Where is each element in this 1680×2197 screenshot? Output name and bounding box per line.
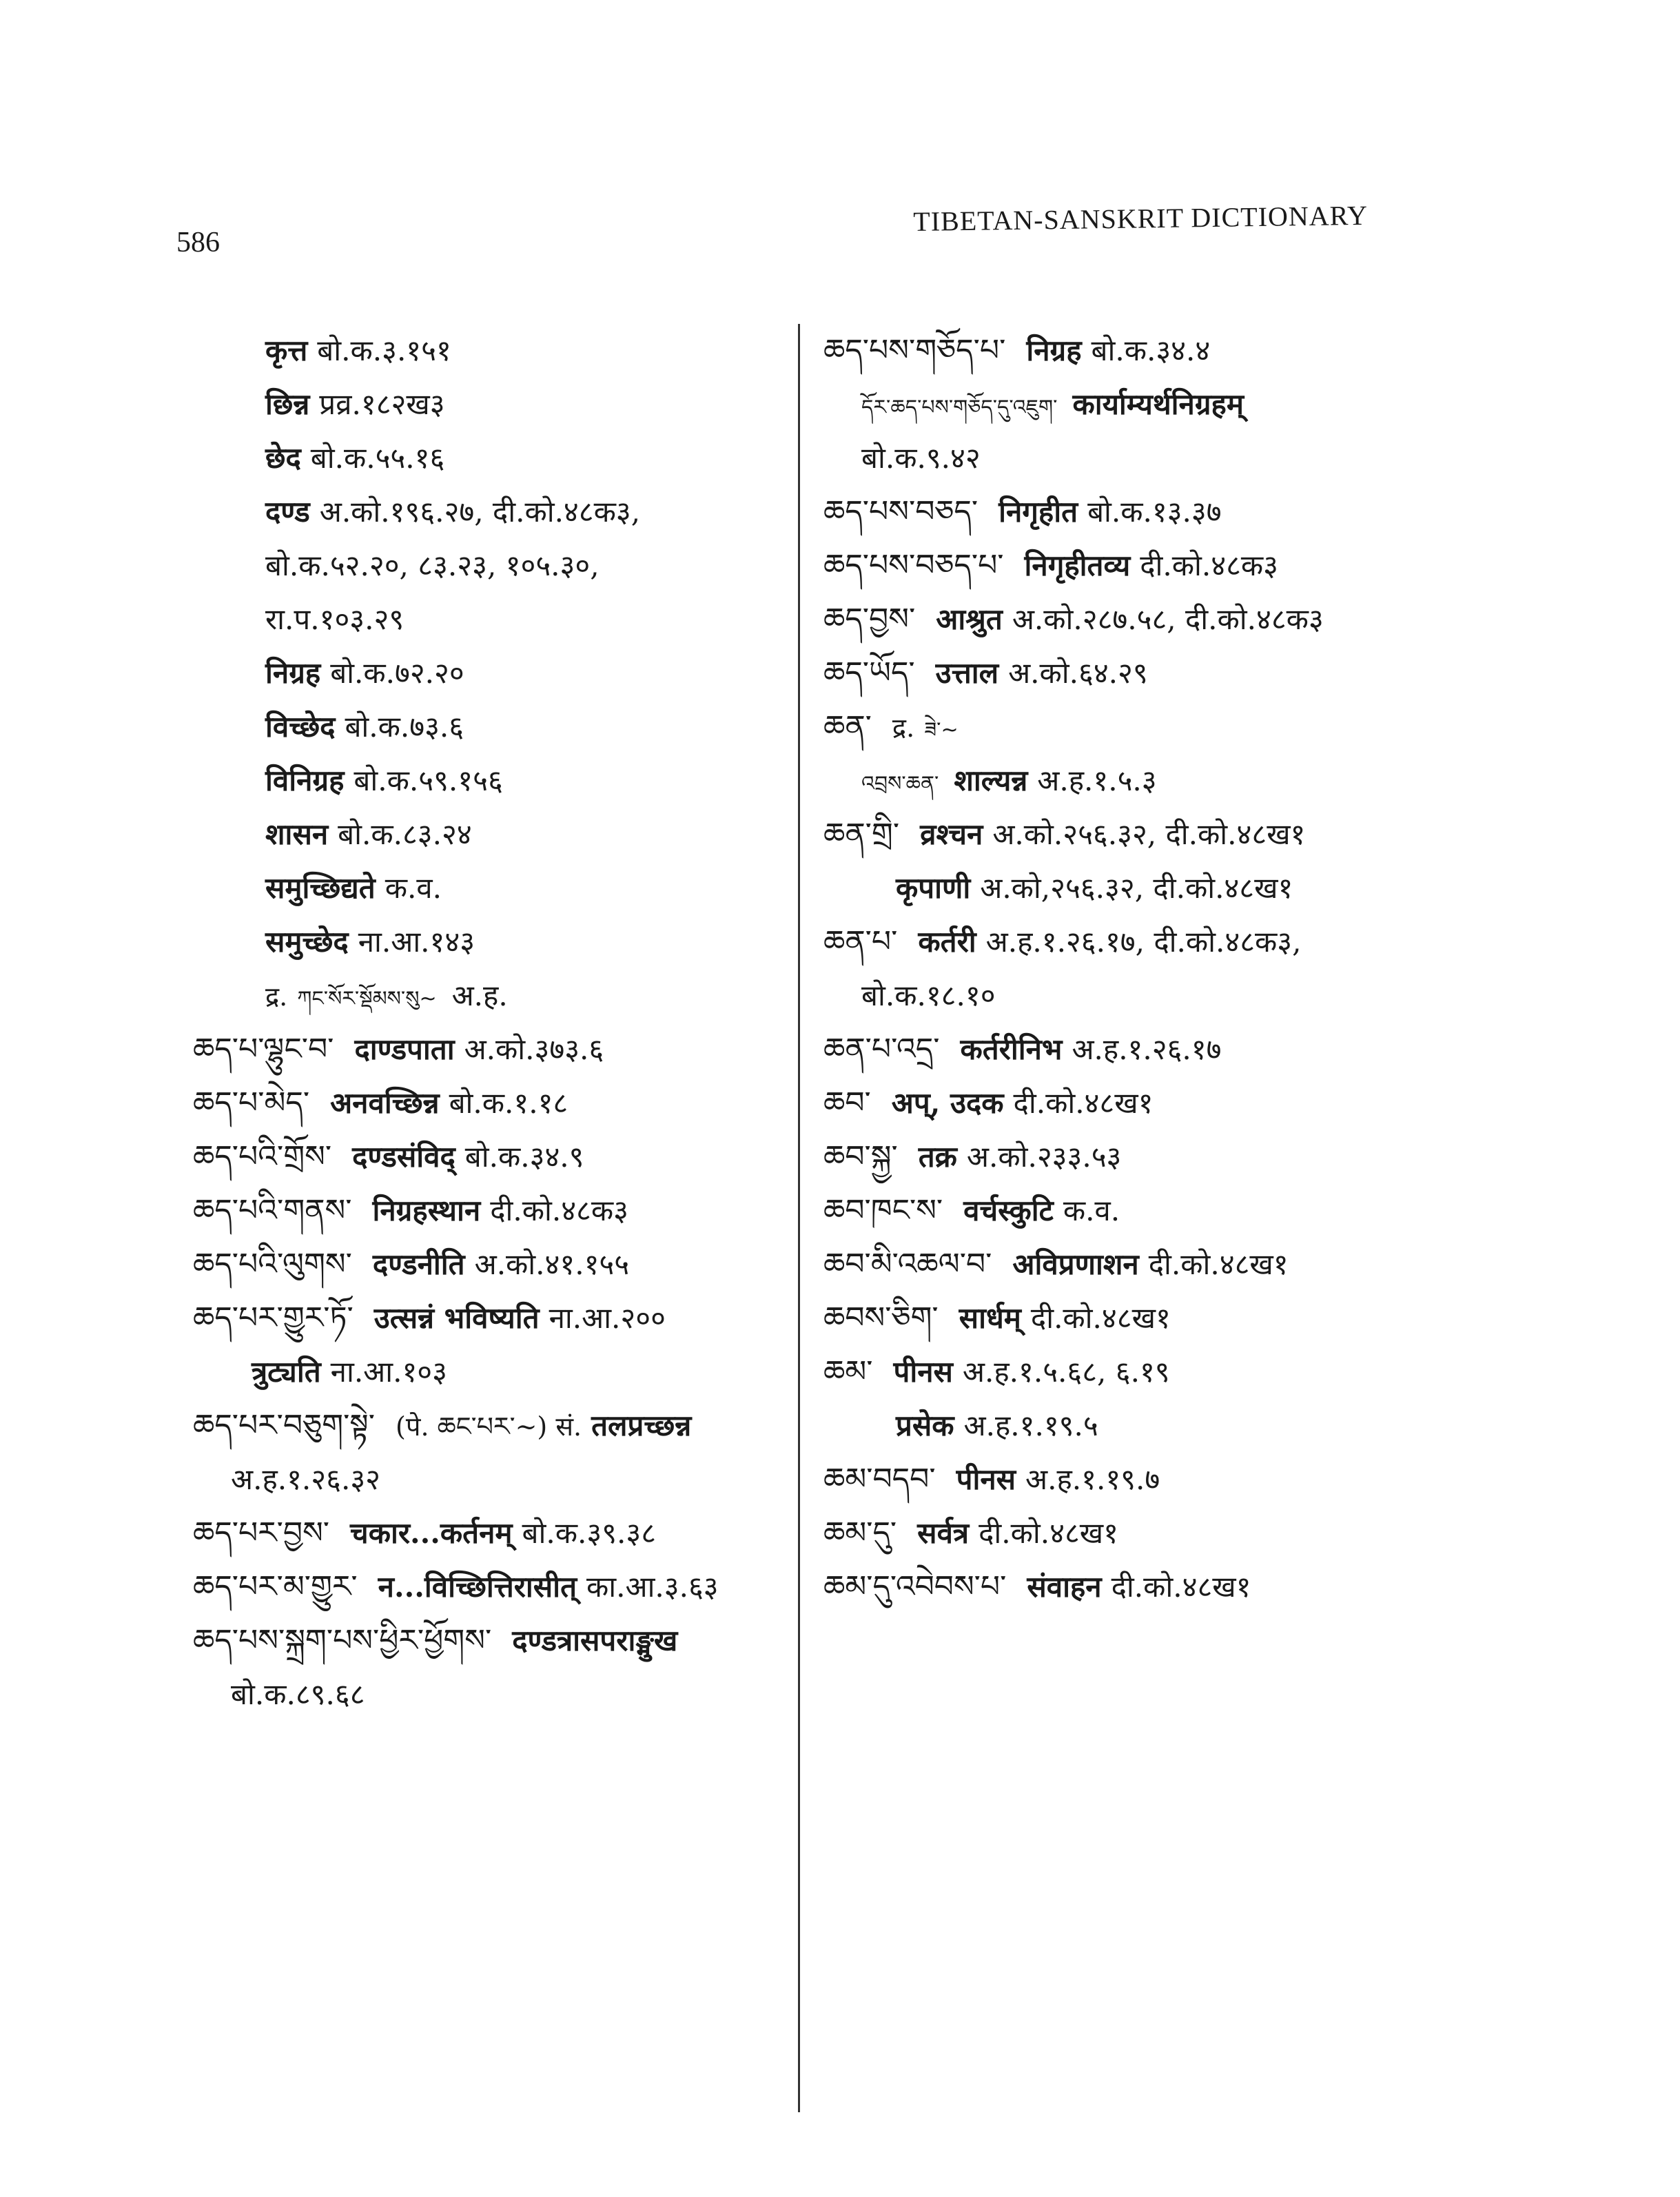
tibetan-phrase: འབྲས་ཆན་ <box>861 772 939 796</box>
tibetan-headword: ཆམ་དུ་ <box>823 1515 897 1551</box>
tibetan-phrase: ཟེ་~ <box>924 718 959 742</box>
dictionary-entry-line <box>823 915 1526 969</box>
sanskrit-equivalent: दण्ड <box>265 495 310 529</box>
dictionary-entry-line <box>823 1345 1526 1399</box>
source-reference: बो.क.१३.३७ <box>1087 495 1222 529</box>
source-reference: क.व. <box>385 871 442 905</box>
dictionary-entry-line <box>193 431 786 485</box>
dictionary-entry-line <box>193 1506 786 1560</box>
sanskrit-equivalent: दण्डनीति <box>372 1247 465 1281</box>
dictionary-entry-line <box>823 808 1526 861</box>
source-reference: दी.को.४८ख१ <box>1148 1247 1289 1281</box>
sanskrit-equivalent: व्रश्चन <box>920 817 983 851</box>
right-column <box>823 324 1526 1614</box>
source-reference: बो.क.५९.१५६ <box>354 764 503 797</box>
cross-reference-note: द्र. <box>265 981 288 1012</box>
tibetan-phrase: ཀང་སོར་སྡོམས་སུ~ <box>297 987 437 1011</box>
cross-reference-note: द्र. <box>892 713 915 743</box>
source-reference: अ.ह.१.५.३ <box>1037 764 1157 797</box>
sanskrit-equivalent: तलप्रच्छन्न <box>591 1409 692 1442</box>
dictionary-entry-line <box>193 378 786 431</box>
source-reference: अ.ह.१.२६.१७, दी.को.४८क३, <box>985 925 1302 959</box>
dictionary-entry-line <box>193 539 786 593</box>
dictionary-entry-line <box>193 324 786 378</box>
dictionary-entry-line <box>193 593 786 646</box>
dictionary-entry-line <box>193 1130 786 1184</box>
source-reference: दी.को.४८ख१ <box>1030 1301 1171 1335</box>
sanskrit-equivalent: अविप्रणाशन <box>1012 1247 1139 1281</box>
sanskrit-equivalent: तक्र <box>918 1140 957 1174</box>
sanskrit-equivalent: अनवच्छिन्न <box>330 1086 440 1120</box>
sanskrit-equivalent: विनिग्रह <box>265 764 345 797</box>
source-reference: अ.को.२५६.३२, दी.को.४८ख१ <box>992 817 1306 851</box>
dictionary-entry-line <box>193 485 786 539</box>
tibetan-headword: ཆད་པར་བཅུག་སྟེ་ <box>193 1408 376 1443</box>
dictionary-entry-line <box>823 485 1526 539</box>
dictionary-entry-line <box>823 1076 1526 1130</box>
dictionary-entry-line <box>193 969 786 1023</box>
dictionary-entry-line <box>193 700 786 754</box>
source-reference: अ.ह.१.२६.१७ <box>1072 1032 1222 1066</box>
source-reference: क.व. <box>1063 1194 1120 1227</box>
source-reference: बो.क.५५.१६ <box>310 441 445 475</box>
dictionary-entry-line <box>193 1345 786 1399</box>
tibetan-headword: ཆབས་ཅིག་ <box>823 1300 939 1336</box>
dictionary-entry-line <box>823 1184 1526 1238</box>
tibetan-headword: ཆད་ཡོད་ <box>823 655 915 691</box>
sanskrit-equivalent: निग्रह <box>265 656 321 690</box>
source-reference: अ.को,२५६.३२, दी.को.४८ख१ <box>980 871 1293 905</box>
sanskrit-equivalent: दण्डसंविद् <box>352 1140 455 1174</box>
sanskrit-equivalent: शाल्यन्न <box>954 764 1028 797</box>
source-reference: दी.को.४८ख१ <box>979 1516 1119 1550</box>
tibetan-headword: ཆན་པ་ <box>823 924 898 959</box>
source-reference: ना.आ.२०० <box>549 1301 666 1335</box>
source-reference: अ.ह. <box>451 979 508 1012</box>
source-reference: बो.क.५२.२०, ८३.२३, १०५.३०, <box>265 549 600 582</box>
sanskrit-equivalent: सार्धम् <box>959 1301 1021 1335</box>
source-reference: बो.क.८९.६८ <box>231 1677 365 1711</box>
sanskrit-equivalent: पीनस <box>956 1462 1016 1496</box>
dictionary-entry-line <box>823 969 1526 1023</box>
source-reference: अ.को.२८७.५८, दी.को.४८क३ <box>1012 602 1324 636</box>
tibetan-headword: ཆད་པར་གྱུར་ཏོ་ <box>193 1300 354 1336</box>
dictionary-entry-line <box>193 1291 786 1345</box>
tibetan-headword: ཆབ་མི་འཆལ་བ་ <box>823 1247 992 1282</box>
source-reference: अ.ह.१.१९.५ <box>963 1409 1098 1442</box>
dictionary-entry-line <box>823 1238 1526 1291</box>
dictionary-entry-line <box>193 1614 786 1668</box>
source-reference: रा.प.१०३.२९ <box>265 602 404 636</box>
source-reference: बो.क.३९.३८ <box>522 1516 657 1550</box>
tibetan-headword: ཆད་པར་མ་གྱུར་ <box>193 1569 358 1604</box>
source-reference: बो.क.३४.९ <box>464 1140 584 1174</box>
tibetan-headword: ཆམ་ <box>823 1354 873 1389</box>
sanskrit-equivalent: शासन <box>265 817 329 851</box>
source-reference: दी.को.४८ख१ <box>1111 1570 1251 1604</box>
dictionary-entry-line <box>193 1076 786 1130</box>
tibetan-headword: ཆམ་བདབ་ <box>823 1462 936 1497</box>
dictionary-entry-line <box>823 1399 1526 1453</box>
source-reference: अ.को.४१.१५५ <box>474 1247 630 1281</box>
sanskrit-equivalent: उत्सन्नं भविष्यति <box>373 1301 540 1335</box>
tibetan-headword: ཆད་པའི་གནས་ <box>193 1193 352 1228</box>
source-reference: बो.क.७३.६ <box>345 710 464 744</box>
dictionary-entry-line <box>193 1238 786 1291</box>
sanskrit-equivalent: छिन्न <box>265 387 310 421</box>
sanskrit-equivalent: वर्चस्कुटि <box>963 1194 1054 1227</box>
tibetan-headword: ཆད་པ་ལྷུང་བ་ <box>193 1032 334 1067</box>
sanskrit-equivalent: उत्ताल <box>935 656 999 690</box>
tibetan-headword: ཆད་པར་བྱས་ <box>193 1515 330 1551</box>
source-reference: ना.आ.१०३ <box>330 1355 447 1389</box>
dictionary-entry-line <box>823 539 1526 593</box>
source-reference: बो.क.८३.२४ <box>338 817 472 851</box>
source-reference: बो.क.१.१८ <box>449 1086 568 1120</box>
dictionary-entry-line <box>823 1560 1526 1614</box>
sanskrit-equivalent: चकार...कर्तनम् <box>350 1516 513 1550</box>
sanskrit-equivalent: विच्छेद <box>265 710 336 744</box>
dictionary-entry-line <box>823 754 1526 808</box>
tibetan-headword: ཆད་པ་མེད་ <box>193 1085 310 1121</box>
sanskrit-equivalent: पीनस <box>893 1355 953 1389</box>
sanskrit-equivalent: कार्याम्यर्थनिग्रहम् <box>1072 387 1244 421</box>
source-reference: बो.क.३४.४ <box>1091 334 1211 367</box>
dictionary-entry-line <box>193 646 786 700</box>
source-reference: अ.को.२३३.५३ <box>966 1140 1122 1174</box>
tibetan-headword: ཆབ་སྐྱ་ <box>823 1139 898 1174</box>
dictionary-entry-line <box>823 378 1526 431</box>
dictionary-entry-line <box>823 324 1526 378</box>
dictionary-entry-line <box>823 593 1526 646</box>
source-reference: दी.को.४८क३ <box>1140 549 1279 582</box>
sanskrit-equivalent: छेद <box>265 441 301 475</box>
dictionary-entry-line <box>823 646 1526 700</box>
tibetan-headword: ཆད་པས་སྐྲག་པས་ཕྱིར་ཕྱོགས་ <box>193 1623 492 1658</box>
source-reference: प्रव्र.१८२ख३ <box>319 387 445 421</box>
sanskrit-equivalent: अप्, उदक <box>891 1086 1004 1120</box>
source-reference: ना.आ.१४३ <box>358 925 475 959</box>
sanskrit-equivalent: कर्तरी <box>918 925 976 959</box>
tibetan-headword: ཆད་པའི་གྲོས་ <box>193 1139 332 1174</box>
sanskrit-equivalent: कृत्त <box>265 334 308 367</box>
source-reference: बो.क.३.१५१ <box>317 334 451 367</box>
sanskrit-equivalent: कृपाणी <box>896 871 971 905</box>
sanskrit-equivalent: आश्रुत <box>936 602 1003 636</box>
dictionary-entry-line <box>193 861 786 915</box>
sanskrit-equivalent: समुच्छेद <box>265 925 349 959</box>
tibetan-headword: ཆབ་ཁང་ས་ <box>823 1193 943 1228</box>
dictionary-entry-line <box>823 1506 1526 1560</box>
source-reference: अ.ह.१.५.६८, ६.१९ <box>962 1355 1170 1389</box>
dictionary-entry-line <box>193 1453 786 1506</box>
dictionary-entry-line <box>193 1668 786 1721</box>
dictionary-entry-line <box>823 700 1526 754</box>
dictionary-entry-line <box>823 1130 1526 1184</box>
tibetan-headword: ཆད་པས་བཅད་ <box>823 494 979 529</box>
source-reference: दी.को.४८ख१ <box>1013 1086 1154 1120</box>
sanskrit-equivalent: दण्डत्रासपराङ्मुख <box>512 1624 678 1657</box>
sanskrit-equivalent: निगृहीत <box>998 495 1078 529</box>
dictionary-entry-line <box>193 1184 786 1238</box>
sanskrit-equivalent: समुच्छिद्यते <box>265 871 376 905</box>
tibetan-headword: ཆད་པའི་ལུགས་ <box>193 1247 352 1282</box>
sanskrit-equivalent: निग्रहस्थान <box>372 1194 481 1227</box>
dictionary-entry-line <box>193 1399 786 1453</box>
sanskrit-equivalent: त्रुट्यति <box>252 1355 321 1389</box>
page-number: 586 <box>176 227 220 258</box>
source-reference: अ.को.३७३.६ <box>464 1032 604 1066</box>
tibetan-headword: ཆན་པ་འདྲ་ <box>823 1032 940 1067</box>
source-reference: दी.को.४८क३ <box>490 1194 628 1227</box>
tibetan-headword: ཆབ་ <box>823 1085 871 1121</box>
dictionary-entry-line <box>193 754 786 808</box>
sanskrit-equivalent: संवाहन <box>1027 1570 1102 1604</box>
left-column <box>193 324 786 1721</box>
source-reference: अ.ह.१.२६.३२ <box>231 1462 380 1496</box>
source-reference: बो.क.९.४२ <box>861 441 981 475</box>
dictionary-entry-line <box>823 1291 1526 1345</box>
sanskrit-equivalent: न...विच्छित्तिरासीत् <box>378 1570 577 1604</box>
column-divider <box>798 324 800 2112</box>
sanskrit-equivalent: प्रसेक <box>896 1409 954 1442</box>
source-reference: का.आ.३.६३ <box>586 1570 719 1604</box>
dictionary-entry-line <box>823 1023 1526 1076</box>
tibetan-headword: ཆད་བྱས་ <box>823 602 916 637</box>
dictionary-entry-line <box>823 431 1526 485</box>
source-reference: अ.को.६४.२९ <box>1008 656 1148 690</box>
dictionary-entry-line <box>823 861 1526 915</box>
tibetan-headword: ཆད་པས་གཅོད་པ་ <box>823 333 1006 368</box>
dictionary-entry-line <box>193 1560 786 1614</box>
dictionary-entry-line <box>193 808 786 861</box>
sanskrit-equivalent: कर्तरीनिभ <box>960 1032 1063 1066</box>
sanskrit-equivalent: सर्वत्र <box>917 1516 970 1550</box>
tibetan-headword: ཆན་ <box>823 709 872 744</box>
tibetan-headword: ཆད་པས་བཅད་པ་ <box>823 548 1004 583</box>
source-reference: अ.ह.१.१९.७ <box>1025 1462 1160 1496</box>
dictionary-entry-line <box>193 1023 786 1076</box>
sanskrit-equivalent: दाण्डपाता <box>354 1032 455 1066</box>
running-head: TIBETAN-SANSKRIT DICTIONARY <box>913 199 1369 237</box>
source-reference: बो.क.७२.२० <box>330 656 464 690</box>
dictionary-entry-line <box>823 1453 1526 1506</box>
source-reference: अ.को.१९६.२७, दी.को.४८क३, <box>319 495 641 529</box>
tibetan-headword: ཆན་གྲི་ <box>823 817 900 852</box>
sanskrit-equivalent: निगृहीतव्य <box>1024 549 1131 582</box>
cross-reference-note: (पे. ཆང་པར་~) सं. <box>396 1411 582 1442</box>
dictionary-entry-line <box>193 915 786 969</box>
tibetan-headword: ཆམ་དུ་འབེབས་པ་ <box>823 1569 1007 1604</box>
tibetan-phrase: དོར་ཆད་པས་གཅོད་དུ་འཇུག་ <box>861 396 1058 420</box>
sanskrit-equivalent: निग्रह <box>1026 334 1082 367</box>
source-reference: बो.क.१८.१० <box>861 979 996 1012</box>
